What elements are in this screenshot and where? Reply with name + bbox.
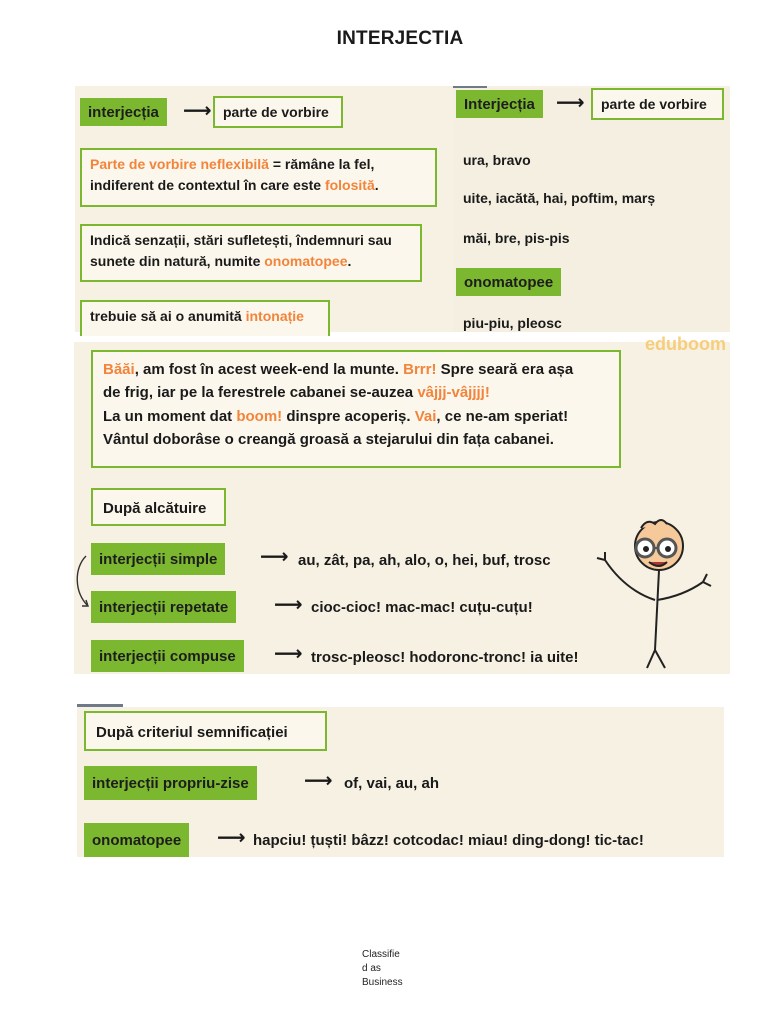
arrow-icon: ⟶ (260, 546, 289, 568)
panel-definition (75, 86, 730, 332)
intonation-box (80, 300, 330, 336)
interjectia-tag: interjecția (80, 98, 167, 126)
meaning-text: . (347, 253, 352, 269)
examples-onomatopee: hapciu! țuști! bâzz! cotcodac! miau! ding-dong! tic-tac! (253, 832, 644, 849)
examples-proper: of, vai, au, ah (344, 775, 440, 792)
story-highlight: Vai (414, 407, 437, 425)
meaning-heading: După criteriul semnificației (84, 711, 327, 751)
story-highlight: vâjjj-vâjjjj! (417, 384, 490, 402)
curved-arrow-icon (74, 554, 94, 614)
examples-compound: trosc-pleosc! hodoronc-tronc! ia uite! (311, 649, 579, 666)
tag-onomatopee: onomatopee (84, 823, 189, 857)
story-highlight: Brrr! (403, 361, 437, 378)
definition-text: = rămâne la fel, (268, 156, 375, 172)
story-text: Vântul doborâse o creangă groasă a stejarului din fața cabanei. (103, 430, 554, 448)
arrow-icon: ⟶ (304, 770, 333, 792)
part-of-speech-box: parte de vorbire (213, 96, 343, 128)
arrow-icon: ⟶ (274, 594, 303, 616)
definition-highlight: folosită (324, 177, 375, 193)
intonation-highlight: intonație (245, 308, 304, 324)
panel-structure (74, 334, 730, 674)
story-box (91, 350, 621, 468)
panel-examples-right (453, 88, 730, 332)
meaning-highlight: onomatopee (264, 253, 348, 269)
definition-highlight: Parte de vorbire neflexibilă (90, 156, 269, 172)
example-piu: piu-piu, pleosc (463, 315, 562, 331)
interjectia-tag-right: Interjecția (456, 90, 543, 118)
arrow-icon: ⟶ (217, 827, 246, 849)
onomatopee-tag: onomatopee (456, 268, 561, 296)
definition-text: indiferent de contextul în care este (90, 177, 325, 193)
story-text: , ce ne-am speriat! (436, 407, 569, 425)
story-highlight: Băăi (103, 361, 135, 378)
classification-label (362, 948, 412, 990)
examples-simple: au, zât, pa, ah, alo, o, hei, buf, trosc (298, 552, 551, 569)
structure-heading: După alcătuire (91, 488, 226, 526)
arrow-icon: ⟶ (556, 92, 585, 114)
classification-line: Business (362, 977, 403, 988)
meaning-box (80, 224, 422, 282)
classification-line: d as (362, 963, 381, 974)
tag-repeated: interjecții repetate (91, 591, 236, 623)
tag-compound: interjecții compuse (91, 640, 244, 672)
tag-proper: interjecții propriu-zise (84, 766, 257, 800)
meaning-text: Indică senzații, stări sufletești, îndemnuri sau (90, 232, 392, 248)
example-mai: măi, bre, pis-pis (463, 230, 570, 246)
tag-simple: interjecții simple (91, 543, 225, 575)
story-text: , am fost în acest week-end la munte. (134, 361, 404, 378)
story-highlight: boom! (236, 407, 283, 425)
classification-line: Classifie (362, 949, 400, 960)
watermark-logo: eduboom (645, 334, 726, 354)
definition-box (80, 148, 437, 207)
intonation-text: trebuie să ai o anumită (90, 308, 246, 324)
story-text: La un moment dat (103, 407, 237, 425)
story-text: de frig, iar pe la ferestrele cabanei se-auzea (103, 384, 418, 402)
example-ura: ura, bravo (463, 152, 531, 168)
arrow-icon: ⟶ (183, 100, 212, 122)
arrow-icon: ⟶ (274, 643, 303, 665)
definition-text: . (374, 177, 379, 193)
part-of-speech-box-right: parte de vorbire (591, 88, 724, 120)
document-title: INTERJECTIA (336, 28, 464, 49)
meaning-text: sunete din natură, numite (90, 253, 265, 269)
example-uite: uite, iacătă, hai, poftim, marș (463, 190, 656, 206)
story-text: Spre seară era așa (436, 361, 574, 378)
cartoon-character-illustration (589, 510, 729, 670)
examples-repeated: cioc-cioc! mac-mac! cuțu-cuțu! (311, 599, 533, 616)
panel-meaning (77, 707, 724, 857)
story-text: dinspre acoperiș. (282, 407, 415, 425)
